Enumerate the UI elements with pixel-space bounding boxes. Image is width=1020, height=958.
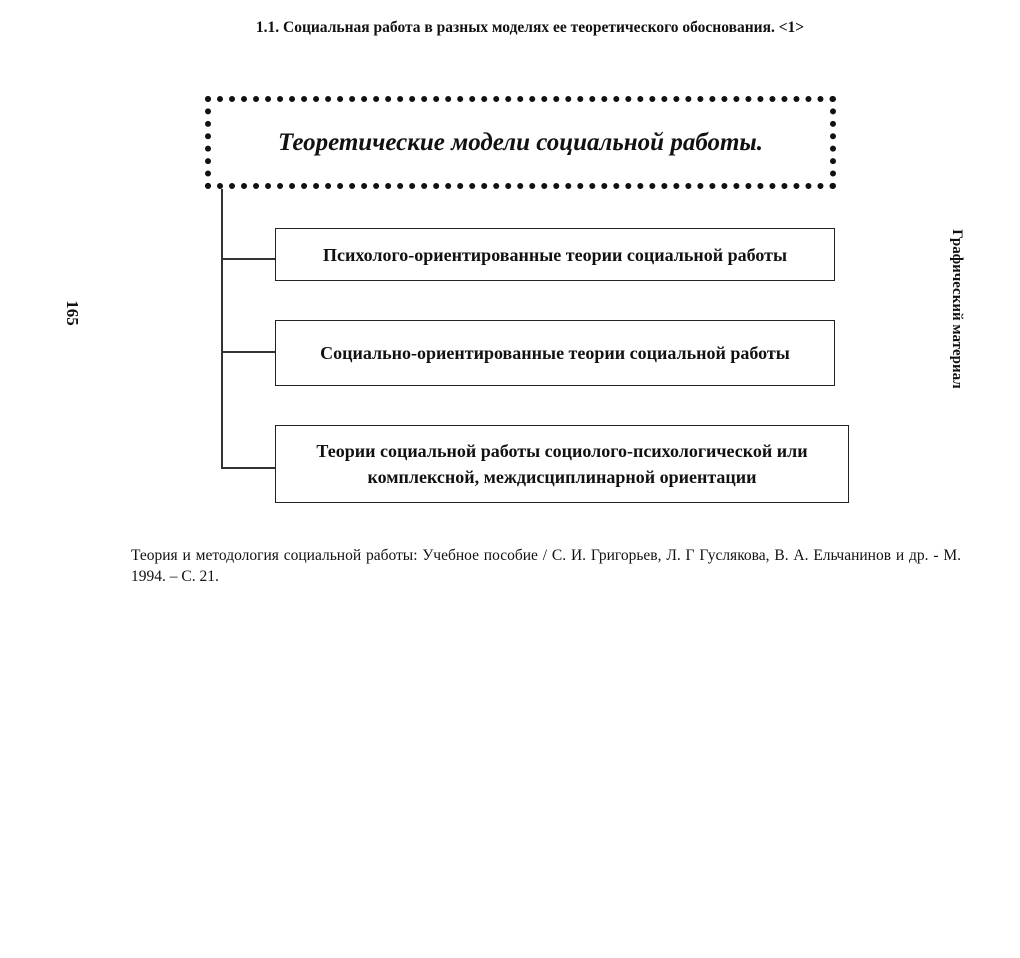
branch-label: Теории социальной работы социолого-психологической или комплексной, междисциплинарной ориентации [316, 441, 808, 487]
root-box [205, 96, 836, 189]
branch-box-psychological [275, 228, 835, 281]
citation: Теория и методология социальной работы: Учебное пособие / С. И. Григорьев, Л. Г Гуслякова, В. А. Ельчанинов и др. - М. 1994. – С. 21. [131, 547, 961, 585]
branch-connector-1 [221, 258, 275, 260]
branch-box-interdisciplinary [275, 425, 849, 503]
page-heading: 1.1. Социальная работа в разных моделях ее теоретического обоснования. <1> [255, 19, 805, 36]
branch-connector-2 [221, 351, 275, 353]
branch-connector-3 [221, 467, 275, 469]
side-label: Графический материал [949, 229, 965, 389]
page-number: 165 [63, 300, 82, 326]
branch-label: Психолого-ориентированные теории социальной работы [322, 244, 788, 265]
branch-label: Социально-ориентированные теории социальной работы [320, 343, 790, 363]
branch-box-social [275, 320, 835, 386]
root-title: Теоретические модели социальной работы. [277, 128, 764, 156]
trunk-connector [221, 189, 223, 468]
